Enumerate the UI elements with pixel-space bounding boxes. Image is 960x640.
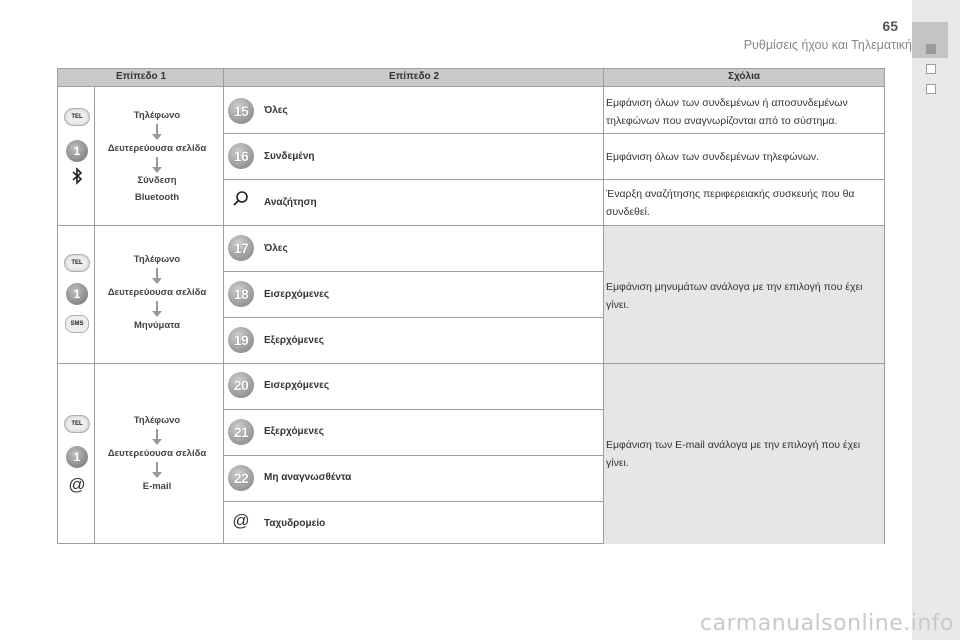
- divider: [223, 271, 604, 272]
- header-level1: Επίπεδο 1: [115, 71, 167, 82]
- arrow-down-icon: [156, 462, 158, 474]
- flow-step: Δευτερεύουσα σελίδα: [107, 143, 207, 154]
- badge-icon: 19: [228, 327, 254, 353]
- level2-label: Αναζήτηση: [264, 197, 317, 208]
- level1-flow: [93, 252, 221, 342]
- level2-label: Συνδεμένη: [264, 151, 315, 162]
- divider: [223, 409, 604, 410]
- bluetooth-icon: [66, 167, 88, 190]
- badge-icon: 18: [228, 281, 254, 307]
- badge-icon: 16: [228, 143, 254, 169]
- divider: [223, 133, 884, 134]
- level2-label: Όλες: [264, 105, 288, 116]
- level2-label: Όλες: [264, 243, 288, 254]
- tel-icon: TEL: [64, 415, 90, 433]
- at-icon: @: [232, 511, 250, 530]
- comment-text: Εμφάνιση μηνυμάτων ανάλογα με την επιλογή που έχει γίνει.: [606, 281, 863, 311]
- chapter-indicator: [926, 84, 936, 94]
- sms-icon: SMS: [65, 315, 89, 333]
- flow-step: Τηλέφωνο: [133, 415, 181, 426]
- comment-text: Εμφάνιση όλων των συνδεμένων ή αποσυνδεμένων τηλεφώνων που αναγνωρίζονται από το σύστημα.: [606, 97, 848, 127]
- badge-icon: 21: [228, 419, 254, 445]
- arrow-down-icon: [156, 301, 158, 313]
- flow-step: Σύνδεση: [137, 175, 177, 186]
- divider: [58, 363, 884, 364]
- badge-icon: 15: [228, 98, 254, 124]
- flow-step: Τηλέφωνο: [133, 254, 181, 265]
- level2-label: Ταχυδρομείο: [264, 518, 326, 529]
- chapter-indicator: [926, 64, 936, 74]
- arrow-down-icon: [156, 124, 158, 136]
- flow-step: E-mail: [142, 481, 172, 492]
- flow-step: Bluetooth: [134, 192, 180, 203]
- arrow-down-icon: [156, 157, 158, 169]
- flow-step: Δευτερεύουσα σελίδα: [107, 287, 207, 298]
- flow-step: Μηνύματα: [134, 320, 180, 331]
- divider: [223, 501, 604, 502]
- badge-icon: 17: [228, 235, 254, 261]
- badge-icon: 20: [228, 372, 254, 398]
- header-level2: Επίπεδο 2: [388, 71, 440, 82]
- side-tab-strip: [912, 0, 960, 640]
- divider: [223, 179, 884, 180]
- divider: [603, 69, 604, 543]
- level1-flow: [93, 413, 221, 503]
- arrow-down-icon: [156, 268, 158, 280]
- level2-label: Μη αναγνωσθέντα: [264, 472, 352, 483]
- badge-icon: 22: [228, 465, 254, 491]
- comment-text: Εμφάνιση όλων των συνδεμένων τηλεφώνων.: [606, 151, 820, 163]
- page-header: Ρυθμίσεις ήχου και Τηλεματική: [743, 38, 912, 52]
- level2-label: Εξερχόμενες: [264, 335, 324, 346]
- tel-icon: TEL: [64, 108, 90, 126]
- divider: [58, 225, 884, 226]
- divider: [223, 69, 224, 543]
- watermark: carmanualsonline.info: [700, 611, 954, 636]
- level2-label: Εξερχόμενες: [264, 426, 324, 437]
- table-header: [58, 69, 884, 87]
- comment-text: Έναρξη αναζήτησης περιφερειακής συσκευής που θα συνδεθεί.: [606, 188, 855, 218]
- number-1-icon: 1: [66, 283, 88, 305]
- flow-step: Τηλέφωνο: [133, 110, 181, 121]
- header-comments: Σχόλια: [728, 71, 760, 82]
- comment-text: Εμφάνιση των E-mail ανάλογα με την επιλογή που έχει γίνει.: [606, 439, 861, 469]
- search-icon: [230, 190, 252, 213]
- at-icon: @: [68, 475, 86, 494]
- flow-step: Δευτερεύουσα σελίδα: [107, 448, 207, 459]
- page-number: 65: [882, 18, 898, 34]
- arrow-down-icon: [156, 429, 158, 441]
- divider: [223, 455, 604, 456]
- divider: [223, 317, 604, 318]
- tel-icon: TEL: [64, 254, 90, 272]
- number-1-icon: 1: [66, 446, 88, 468]
- number-1-icon: 1: [66, 140, 88, 162]
- level2-label: Εισερχόμενες: [264, 380, 330, 391]
- level1-flow: [93, 108, 221, 208]
- level2-label: Εισερχόμενες: [264, 289, 330, 300]
- chapter-indicator-active: [926, 44, 936, 54]
